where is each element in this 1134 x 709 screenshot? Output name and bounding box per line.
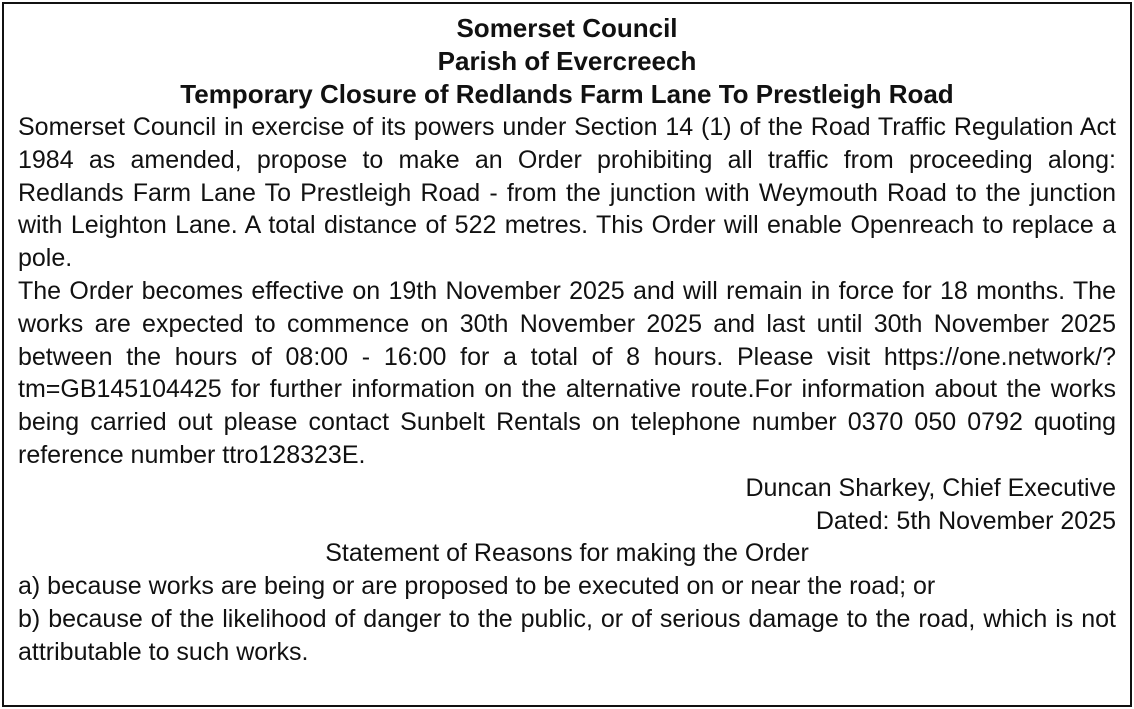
order-description-paragraph: Somerset Council in exercise of its powers under Section 14 (1) of the Road Traffic Regulation Act 1984 as amended, propose to make an Order prohibiting all traffic from proceeding along: Redlands Farm Lane To Prestleigh Road - from the junction with Weymouth Road to the junction with Leighton Lane. A total distance of 522 metres. This Order will enable Openreach to replace a pole. bbox=[18, 113, 1116, 273]
signatory: Duncan Sharkey, Chief Executive bbox=[745, 473, 1116, 502]
reason-item-b: b) because of the likelihood of danger to the public, or of serious damage to the road, which is not attributable to such works. bbox=[18, 604, 1116, 666]
public-notice bbox=[2, 2, 1132, 707]
notice-title: Temporary Closure of Redlands Farm Lane To Prestleigh Road bbox=[180, 79, 954, 109]
reason-item-a: a) because works are being or are proposed to be executed on or near the road; or bbox=[18, 572, 936, 601]
council-name: Somerset Council bbox=[456, 13, 678, 43]
order-details-paragraph: The Order becomes effective on 19th November 2025 and will remain in force for 18 months. The works are expected to commence on 30th November 2025 and last until 30th November 2025 between the hours of 08:00 - 16:00 for a total of 8 hours. Please visit https://one.network/?tm=GB145104425 for further information on the alternative route.For information about the works being carried out please contact Sunbelt Rentals on telephone number 0370 050 0792 quoting reference number ttro128323E. bbox=[18, 276, 1116, 469]
parish-name: Parish of Evercreech bbox=[437, 46, 697, 76]
reasons-heading: Statement of Reasons for making the Order bbox=[325, 539, 809, 568]
date-line: Dated: 5th November 2025 bbox=[815, 506, 1116, 535]
